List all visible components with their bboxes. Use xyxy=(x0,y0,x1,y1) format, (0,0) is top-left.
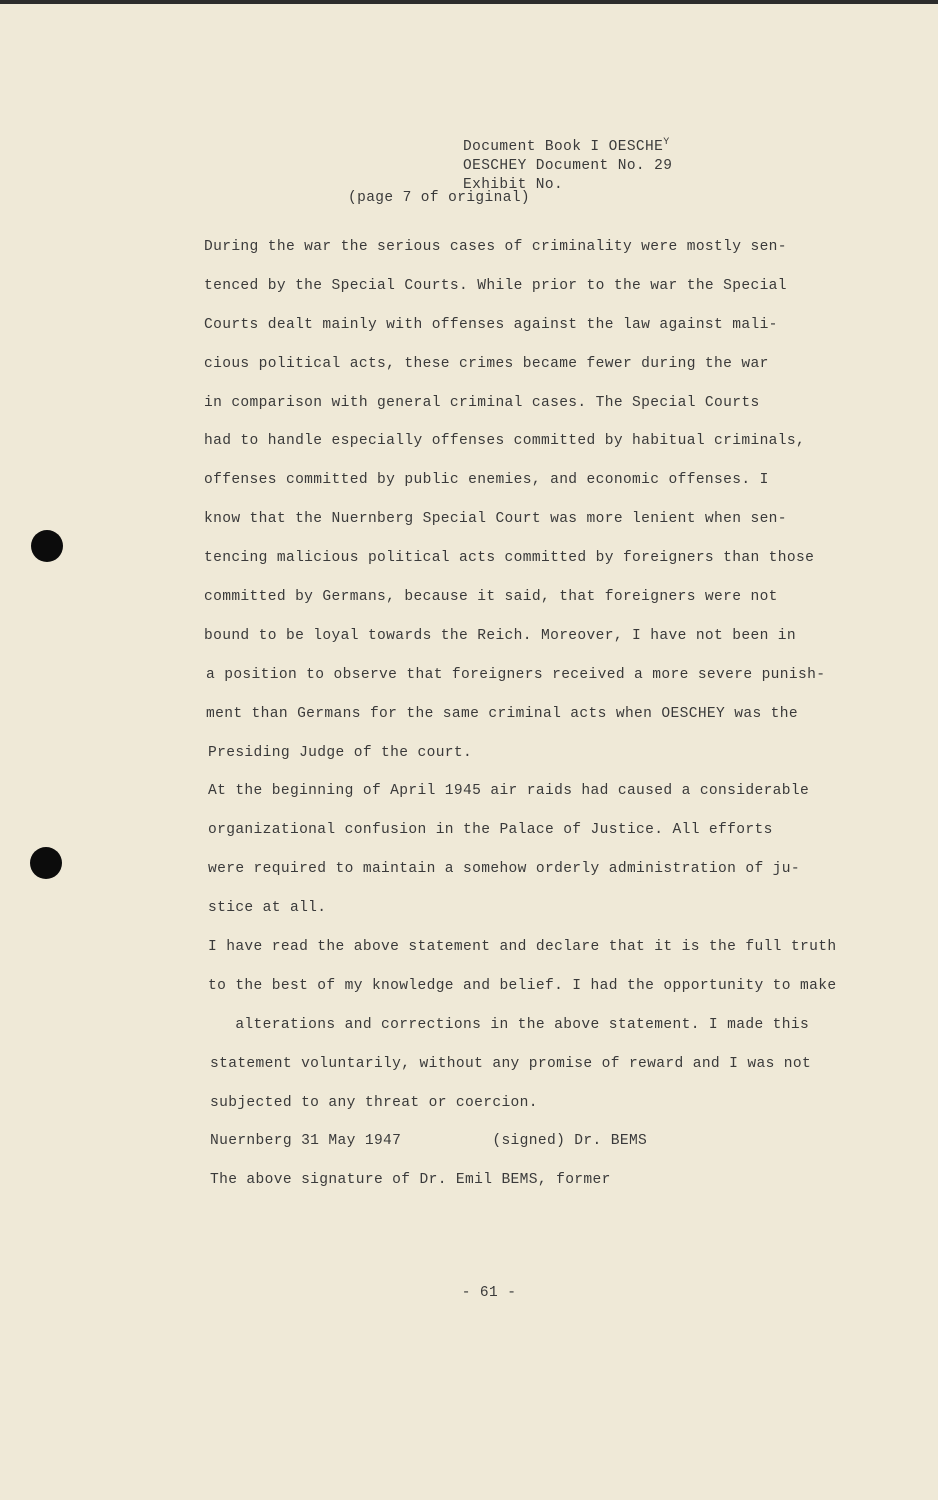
body-line: in comparison with general criminal cases. The Special Courts xyxy=(204,394,760,411)
signature-line: Nuernberg 31 May 1947 (signed) Dr. BEMS xyxy=(210,1133,648,1150)
body-line: During the war the serious cases of criminality were mostly sen- xyxy=(204,239,787,255)
header-exhibit-number: Exhibit No. xyxy=(463,177,564,193)
header-page-reference: (page 7 of original) xyxy=(348,190,531,206)
body-line: organizational confusion in the Palace of Justice. All efforts xyxy=(208,822,773,839)
body-line: stice at all. xyxy=(208,900,327,917)
page-number: - 61 - xyxy=(461,1285,517,1301)
header-document-number: OESCHEY Document No. 29 xyxy=(463,158,673,174)
body-line: Courts dealt mainly with offenses against the law against mali- xyxy=(204,316,778,333)
body-line: statement voluntarily, without any promise of reward and I was not xyxy=(210,1055,812,1072)
body-line: to the best of my knowledge and belief. I had the opportunity to make xyxy=(208,977,837,994)
punch-hole-icon xyxy=(30,847,62,879)
page-top-edge xyxy=(0,0,938,4)
body-line: offenses committed by public enemies, and economic offenses. I xyxy=(204,472,769,489)
body-line: know that the Nuernberg Special Court was more lenient when sen- xyxy=(204,511,787,528)
body-line: I have read the above statement and declare that it is the full truth xyxy=(208,939,837,956)
body-line: had to handle especially offenses committed by habitual criminals, xyxy=(204,433,806,450)
statement-body xyxy=(204,232,894,1204)
body-line: Presiding Judge of the court. xyxy=(208,744,473,761)
header-document-book-text: Document Book I OESCHE xyxy=(463,139,664,155)
signature-attestation-line: The above signature of Dr. Emil BEMS, former xyxy=(210,1172,611,1189)
header-document-book-superscript: Y xyxy=(663,137,670,148)
body-line: were required to maintain a somehow orderly administration of ju- xyxy=(208,861,800,878)
body-line: committed by Germans, because it said, that foreigners were not xyxy=(204,589,778,606)
body-line: a position to observe that foreigners received a more severe punish- xyxy=(206,666,826,683)
body-line: At the beginning of April 1945 air raids had caused a considerable xyxy=(208,783,810,800)
body-line: ment than Germans for the same criminal acts when OESCHEY was the xyxy=(206,705,798,722)
document-header xyxy=(463,133,672,195)
body-line: bound to be loyal towards the Reich. Moreover, I have not been in xyxy=(204,627,796,644)
body-line: alterations and corrections in the above statement. I made this xyxy=(208,1016,810,1033)
header-document-book xyxy=(463,133,672,157)
body-line: subjected to any threat or coercion. xyxy=(210,1094,538,1111)
body-line: tencing malicious political acts committed by foreigners than those xyxy=(204,550,815,567)
punch-hole-icon xyxy=(31,530,63,562)
body-line: cious political acts, these crimes became fewer during the war xyxy=(204,355,769,372)
body-line: tenced by the Special Courts. While prior to the war the Special xyxy=(204,277,787,294)
